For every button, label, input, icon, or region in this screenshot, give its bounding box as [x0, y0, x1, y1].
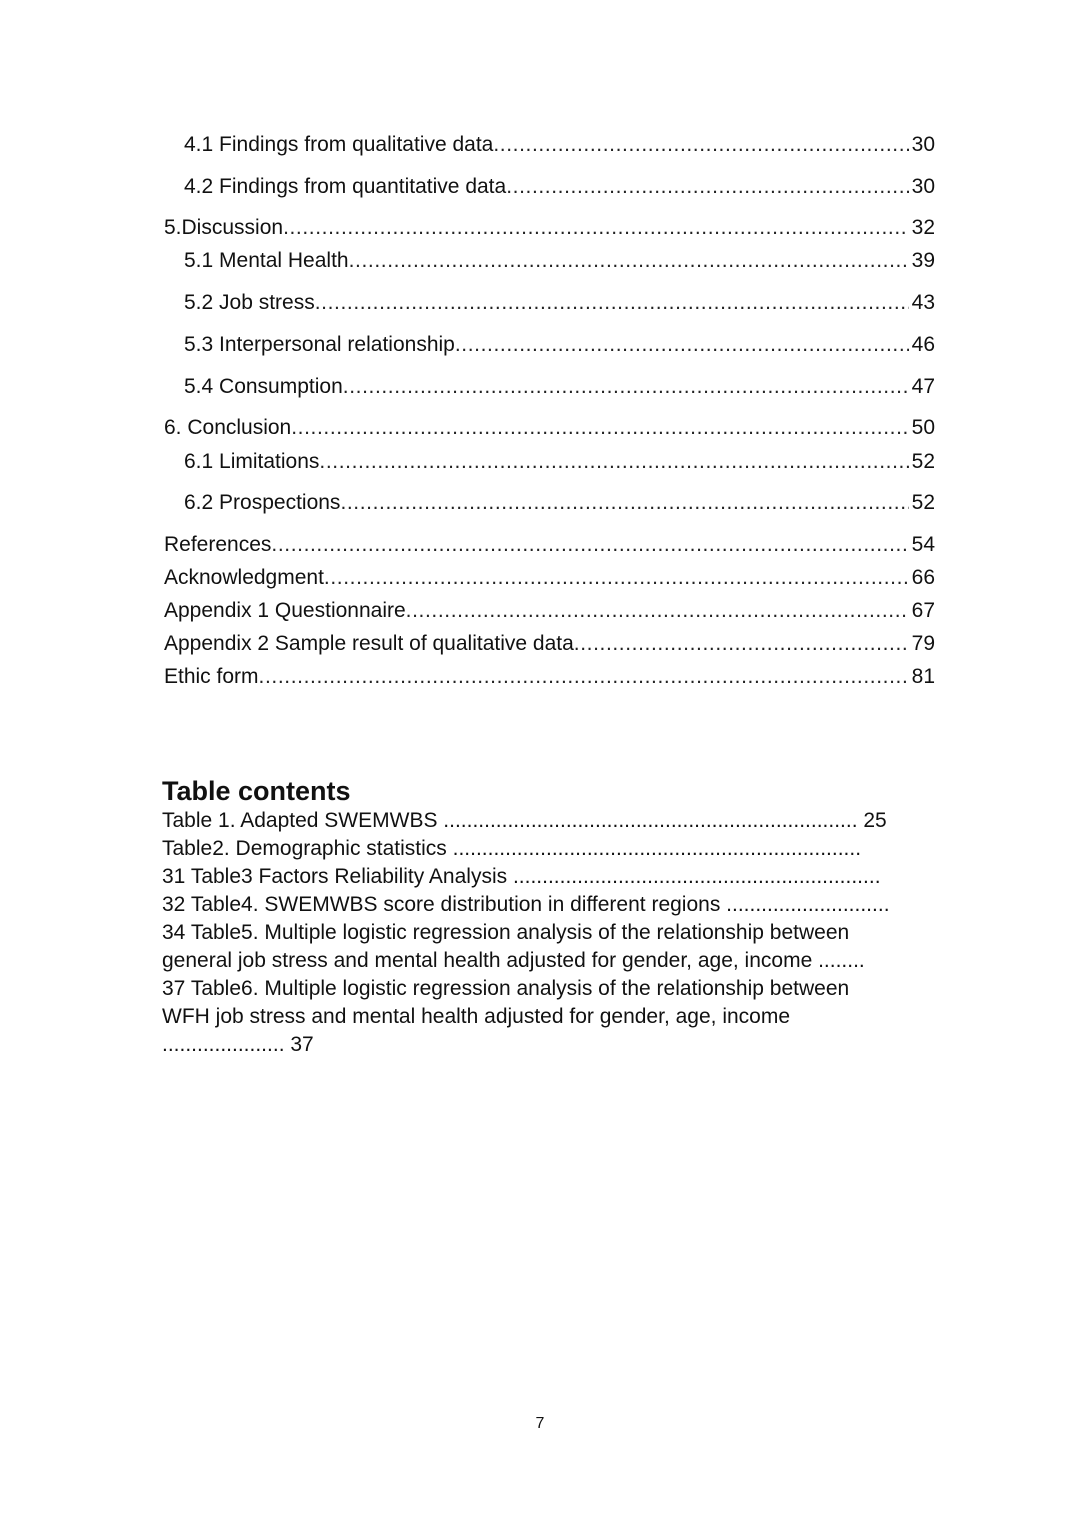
- toc-entry-label: 5.Discussion: [164, 216, 284, 239]
- tables-list-line[interactable]: 37 Table6. Multiple logistic regression analysis of the relationship between: [162, 977, 850, 1000]
- toc-entry-page: 54: [911, 533, 935, 556]
- toc-entry-page: 81: [911, 665, 935, 688]
- toc-entry[interactable]: [184, 248, 935, 274]
- toc-entry-label: 4.1 Findings from qualitative data: [184, 133, 494, 156]
- tables-list-line[interactable]: 32 Table4. SWEMWBS score distribution in different regions ............................: [162, 893, 890, 916]
- toc-leader-dots: [406, 598, 909, 624]
- toc-leader-dots: [315, 290, 909, 316]
- toc-entry-page: 66: [911, 566, 935, 589]
- toc-entry-page: 43: [911, 291, 935, 314]
- page-number: 7: [535, 1415, 545, 1432]
- toc-entry-page: 30: [911, 133, 935, 156]
- tables-list-line[interactable]: WFH job stress and mental health adjusted for gender, age, income: [162, 1005, 791, 1028]
- toc-entry-label: 5.3 Interpersonal relationship: [184, 333, 455, 356]
- toc-entry-label: Ethic form: [164, 665, 259, 688]
- toc-entry[interactable]: [184, 132, 935, 158]
- toc-entry-page: 32: [911, 216, 935, 239]
- toc-entry[interactable]: [164, 631, 935, 657]
- toc-entry-label: 4.2 Findings from quantitative data: [184, 175, 507, 198]
- toc-entry[interactable]: [184, 332, 935, 358]
- toc-entry-label: 6.2 Prospections: [184, 491, 341, 514]
- toc-entry[interactable]: [184, 290, 935, 316]
- toc-entry-label: References: [164, 533, 272, 556]
- toc-leader-dots: [319, 449, 908, 475]
- toc-leader-dots: [574, 631, 909, 657]
- toc-entry-label: 5.2 Job stress: [184, 291, 315, 314]
- toc-entry-page: 39: [911, 249, 935, 272]
- toc-leader-dots: [259, 664, 909, 690]
- toc-leader-dots: [283, 215, 909, 241]
- toc-leader-dots: [271, 532, 908, 558]
- toc-leader-dots: [340, 490, 908, 516]
- toc-entry-label: 6.1 Limitations: [184, 450, 320, 473]
- toc-entry[interactable]: [184, 374, 935, 400]
- toc-entry-page: 52: [911, 491, 935, 514]
- toc-entry-page: 79: [911, 632, 935, 655]
- toc-entry[interactable]: [184, 174, 935, 200]
- toc-entry[interactable]: [184, 490, 935, 516]
- toc-entry-label: 6. Conclusion: [164, 416, 292, 439]
- toc-entry-page: 46: [911, 333, 935, 356]
- toc-entry[interactable]: [164, 215, 935, 241]
- toc-entry[interactable]: [164, 598, 935, 624]
- toc-entry-label: 5.1 Mental Health: [184, 249, 349, 272]
- tables-list-line[interactable]: general job stress and mental health adjusted for gender, age, income ........: [162, 949, 865, 972]
- toc-entry[interactable]: [164, 415, 935, 441]
- toc-entry-label: Acknowledgment: [164, 566, 324, 589]
- toc-entry-page: 30: [911, 175, 935, 198]
- tables-list-line[interactable]: 31 Table3 Factors Reliability Analysis ...............................................................: [162, 865, 881, 888]
- toc-leader-dots: [493, 132, 908, 158]
- toc-leader-dots: [506, 174, 908, 200]
- toc-leader-dots: [291, 415, 908, 441]
- toc-entry-page: 67: [911, 599, 935, 622]
- toc-leader-dots: [343, 374, 909, 400]
- toc-leader-dots: [324, 565, 909, 591]
- tables-list-line[interactable]: 34 Table5. Multiple logistic regression analysis of the relationship between: [162, 921, 850, 944]
- tables-list-line[interactable]: Table 1. Adapted SWEMWBS ....................................................................... 25: [162, 809, 887, 832]
- toc-entry-label: Appendix 2 Sample result of qualitative data: [164, 632, 574, 655]
- tables-section-heading: Table contents: [162, 776, 351, 806]
- toc-entry-page: 50: [911, 416, 935, 439]
- toc-entry-label: Appendix 1 Questionnaire: [164, 599, 406, 622]
- toc-entry[interactable]: [164, 532, 935, 558]
- tables-list-line[interactable]: ..................... 37: [162, 1033, 314, 1056]
- toc-entry-page: 47: [911, 375, 935, 398]
- tables-list-line[interactable]: Table2. Demographic statistics ......................................................................: [162, 837, 862, 860]
- toc-entry[interactable]: [164, 664, 935, 690]
- toc-entry-page: 52: [911, 450, 935, 473]
- toc-entry[interactable]: [184, 449, 935, 475]
- toc-leader-dots: [349, 248, 909, 274]
- toc-leader-dots: [455, 332, 909, 358]
- toc-entry-label: 5.4 Consumption: [184, 375, 343, 398]
- toc-entry[interactable]: [164, 565, 935, 591]
